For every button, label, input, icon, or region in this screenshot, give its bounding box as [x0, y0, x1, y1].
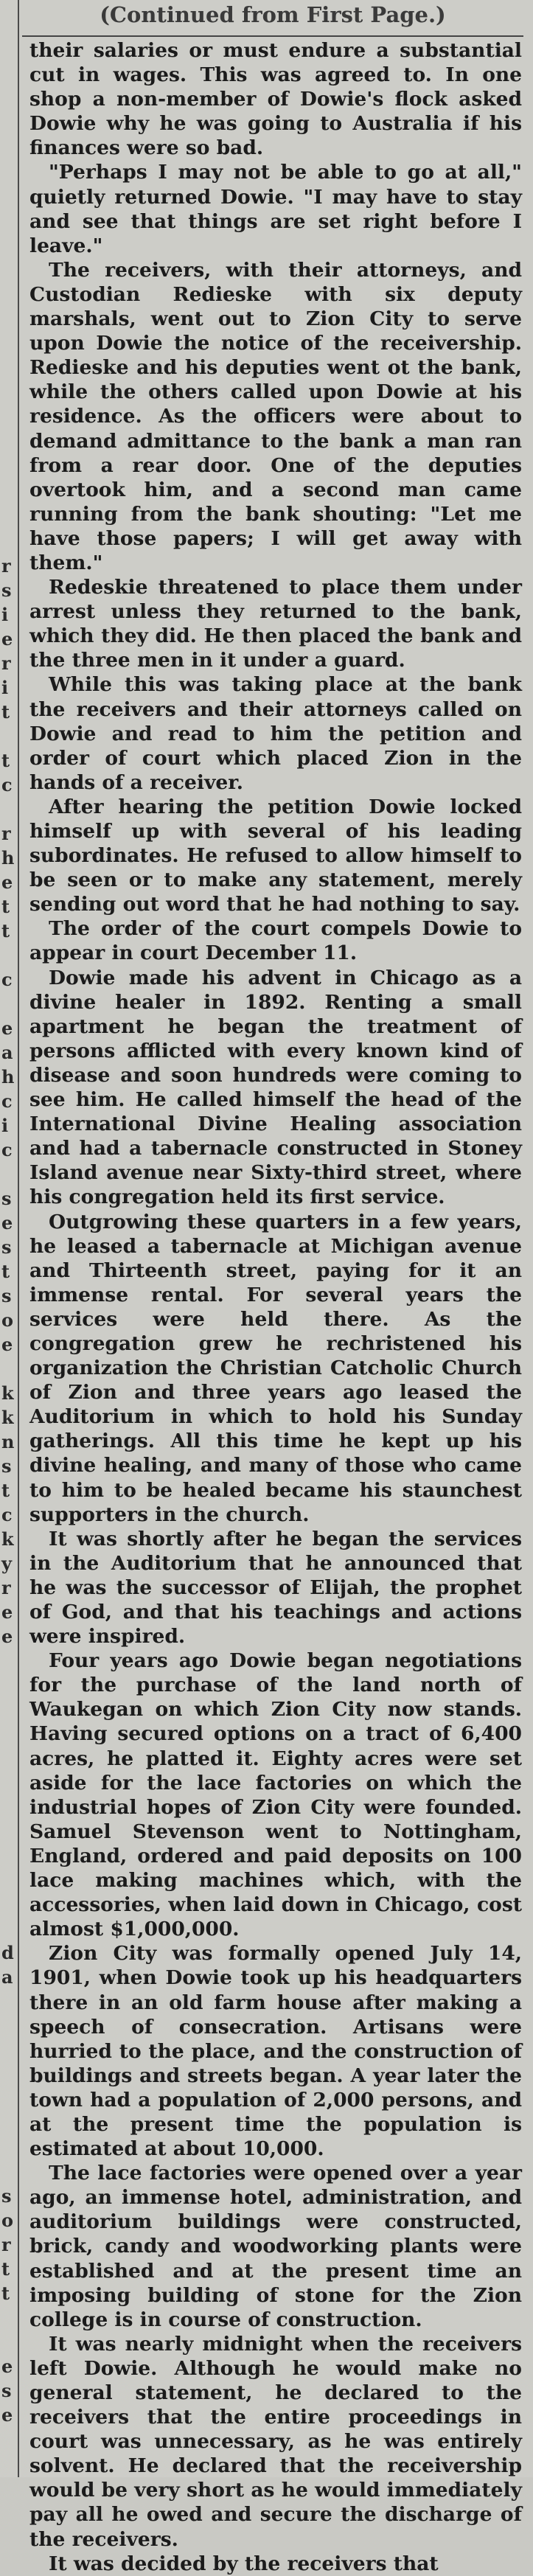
paragraph: their salaries or must endure a substantial cut in wages. This was agreed to. In one shop a non-member of Dowie's flock asked Dowie why he was going to Australia if his finances were so bad.: [29, 39, 522, 160]
gutter-fragment: e: [1, 871, 13, 893]
paragraph: Outgrowing these quarters in a few years, he leased a tabernacle at Michigan avenue and Thirteenth street, paying for it an immense rental. For several years the services were held there. As the congregation grew he rechristened his organization the Christian Catcholic Church of Zion and three years ago leased the Auditorium in which to hold his Sunday gatherings. All this time he kept up his divine healing, and many of those who came to him to be healed became his staunchest supporters in the church.: [29, 1210, 522, 1526]
gutter-fragment: s: [1, 1455, 12, 1477]
gutter-fragment: [0, 213, 15, 237]
gutter-fragment: i: [1, 1115, 9, 1136]
gutter-fragment: [0, 1770, 15, 1795]
gutter-fragment: [0, 2013, 15, 2038]
continued-header: (Continued from First Page.): [22, 0, 523, 37]
gutter-fragment: r: [1, 1577, 11, 1598]
gutter-fragment: [0, 2427, 15, 2451]
gutter-fragment: [0, 2159, 15, 2184]
gutter-fragment: e: [1, 1334, 13, 1355]
gutter-fragment: e: [1, 2356, 13, 2377]
gutter-fragment: s: [1, 579, 12, 601]
gutter-fragment: [0, 408, 15, 432]
gutter-fragment: [0, 1162, 15, 1186]
gutter-fragment: [0, 2062, 15, 2086]
gutter-fragment: e: [1, 628, 13, 650]
gutter-fragment: e: [1, 2404, 13, 2426]
gutter-fragment: [0, 1697, 15, 1722]
gutter-fragment: t: [1, 750, 10, 771]
gutter-fragment: [0, 1746, 15, 1770]
gutter-fragment: [0, 262, 15, 286]
paragraph: Redeskie threatened to place them under arrest unless they returned to the bank, which they did. He then placed the bank and the three men in it under a guard.: [29, 576, 522, 672]
gutter-fragment: a: [1, 1042, 13, 1063]
gutter-fragment: c: [1, 969, 13, 990]
gutter-fragment: r: [1, 2234, 11, 2255]
gutter-fragment: y: [1, 1553, 12, 1574]
gutter-fragment: [0, 505, 15, 529]
gutter-fragment: [0, 481, 15, 505]
gutter-fragment: [0, 286, 15, 310]
gutter-fragment: t: [1, 2283, 10, 2304]
gutter-fragment: [0, 2038, 15, 2062]
gutter-fragment: [0, 91, 15, 116]
gutter-fragment: [0, 992, 15, 1016]
gutter-fragment: [0, 432, 15, 456]
gutter-fragment: o: [1, 2210, 14, 2231]
gutter-fragment: [0, 724, 15, 748]
gutter-fragment: [0, 1867, 15, 1892]
paragraph: The lace factories were opened over a year ago, an immense hotel, administration, and auditorium buildings were constructed, brick, candy and woodworking plants were established and at the present time an imposing building of stone for the Zion college is in course of construction.: [29, 2162, 522, 2331]
paragraph: The receivers, with their attorneys, and Custodian Redieske with six deputy marshals, went out to Zion City to serve upon Dowie the notice of the receivership. Redieske and his deputies went ot the bank, while the others called upon Dowie at his residence. As the officers were about to demand admittance to the bank a man ran from a rear door. One of the deputies overtook him, and a second man came running from the bank shouting: "Let me have those papers; I will get away with them.": [29, 258, 522, 574]
gutter-fragment: [0, 1989, 15, 2013]
gutter-fragment: [0, 359, 15, 383]
gutter-fragment: [0, 1722, 15, 1746]
gutter-fragment: [0, 140, 15, 164]
gutter-fragment: a: [1, 1966, 13, 1988]
gutter-fragment: c: [1, 1504, 13, 1525]
gutter-fragment: [0, 456, 15, 481]
gutter-fragment: s: [1, 2185, 12, 2207]
gutter-fragment: [0, 1892, 15, 1916]
gutter-fragment: i: [1, 677, 9, 698]
gutter-fragment: t: [1, 2258, 10, 2280]
gutter-fragment: [0, 943, 15, 967]
gutter-fragment: e: [1, 1601, 13, 1623]
gutter-fragment: [0, 189, 15, 213]
gutter-fragment: [0, 335, 15, 359]
gutter-fragment: h: [1, 1066, 15, 1087]
gutter-fragment: [0, 237, 15, 262]
gutter-fragment: [0, 1673, 15, 1697]
gutter-fragment: [0, 2111, 15, 2135]
gutter-fragment: [0, 383, 15, 408]
gutter-fragment: [0, 1916, 15, 1940]
gutter-fragment: [0, 1357, 15, 1381]
gutter-fragment: [0, 2330, 15, 2354]
paragraph: It was shortly after he began the services in the Auditorium that he announced that he was the successor of Elijah, the prophet of God, and that his teachings and actions were inspired.: [29, 1527, 522, 1649]
gutter-fragment: [0, 2305, 15, 2330]
gutter-fragment: t: [1, 701, 10, 723]
gutter-fragment: [0, 797, 15, 821]
paragraph: It was decided by the receivers that: [49, 2552, 439, 2575]
gutter-fragment: n: [1, 1431, 15, 1452]
gutter-fragment: c: [1, 1090, 13, 1112]
gutter-fragment: [0, 67, 15, 91]
gutter-fragment: r: [1, 652, 11, 674]
paragraph: Dowie made his advent in Chicago as a divine healer in 1892. Renting a small apartment he began the treatment of persons afflicted with every known kind of disease and soon hundreds were coming to see him. He called himself the head of the International Divine Healing association and had a tabernacle constructed in Stoney Island avenue near Sixty-third street, where his congregation held its first service.: [29, 966, 522, 1209]
paragraph: It was nearly midnight when the receivers left Dowie. Although he would make no general statement, he declared to the receivers that the entire proceedings in court was unnecessary, as he was entirely solvent. He declared that the receivership would be very short as he would immediately pay all he owed and secure the discharge of the receivers.: [29, 2332, 522, 2551]
gutter-fragment: r: [1, 555, 11, 577]
gutter-fragment: i: [1, 604, 9, 625]
gutter-fragment: r: [1, 823, 11, 844]
gutter-fragment: s: [1, 1236, 12, 1258]
gutter-fragment: e: [1, 1212, 13, 1233]
gutter-fragment: t: [1, 1261, 10, 1282]
gutter-fragment: h: [1, 847, 15, 868]
paragraph: The order of the court compels Dowie to appear in court December 11.: [29, 917, 522, 965]
article-column: [29, 38, 522, 2576]
gutter-fragment: [0, 1819, 15, 1843]
paragraph: "Perhaps I may not be able to go at all," quietly returned Dowie. "I may have to stay and see that things are set right before I leave.": [29, 161, 522, 257]
gutter-fragment: [0, 2135, 15, 2159]
gutter-fragment: c: [1, 774, 13, 796]
gutter-fragment: s: [1, 1285, 12, 1306]
gutter-fragment: k: [1, 1407, 14, 1428]
gutter-fragment: k: [1, 1382, 14, 1404]
left-column-fragment: [0, 43, 15, 2477]
paragraph: While this was taking place at the bank the receivers and their attorneys called on Dowie and read to him the petition and order of court which placed Zion in the hands of a receiver.: [29, 673, 522, 794]
gutter-fragment: [0, 1843, 15, 1867]
gutter-fragment: [0, 116, 15, 140]
gutter-fragment: o: [1, 1309, 14, 1331]
gutter-fragment: [0, 43, 15, 67]
paragraph: After hearing the petition Dowie locked himself up with several of his leading subordinates. He refused to allow himself to be seen or to make any statement, merely sending out word that he had nothing to say.: [29, 795, 522, 916]
gutter-fragment: e: [1, 1017, 13, 1039]
gutter-fragment: [0, 529, 15, 554]
gutter-fragment: s: [1, 2380, 12, 2401]
gutter-fragment: [0, 2086, 15, 2111]
gutter-fragment: [0, 2451, 15, 2476]
gutter-fragment: t: [1, 920, 10, 941]
gutter-fragment: [0, 310, 15, 335]
gutter-fragment: c: [1, 1139, 13, 1160]
column-rule: [18, 0, 19, 2477]
gutter-fragment: s: [1, 1188, 12, 1209]
gutter-fragment: t: [1, 896, 10, 917]
gutter-fragment: [0, 164, 15, 189]
gutter-fragment: [0, 1649, 15, 1673]
gutter-fragment: t: [1, 1480, 10, 1501]
gutter-fragment: e: [1, 1626, 13, 1647]
gutter-fragment: d: [1, 1942, 14, 1963]
gutter-fragment: k: [1, 1528, 14, 1550]
paragraph: Zion City was formally opened July 14, 1901, when Dowie took up his headquarters there in an old farm house after making a speech of consecration. Artisans were hurried to the place, and the construction of buildings and streets began. A year later the town had a population of 2,000 persons, and at the present time the population is estimated at about 10,000.: [29, 1942, 522, 2161]
gutter-fragment: [0, 1795, 15, 1819]
paragraph: Four years ago Dowie began negotiations for the purchase of the land north of Waukegan on which Zion City now stands. Having secured options on a tract of 6,400 acres, he platted it. Eighty acres were set aside for the lace factories on which the industrial hopes of Zion City were founded. Samuel Stevenson went to Nottingham, England, ordered and paid deposits on 100 lace making machines which, with the accessories, when laid down in Chicago, cost almost $1,000,000.: [29, 1649, 522, 1941]
